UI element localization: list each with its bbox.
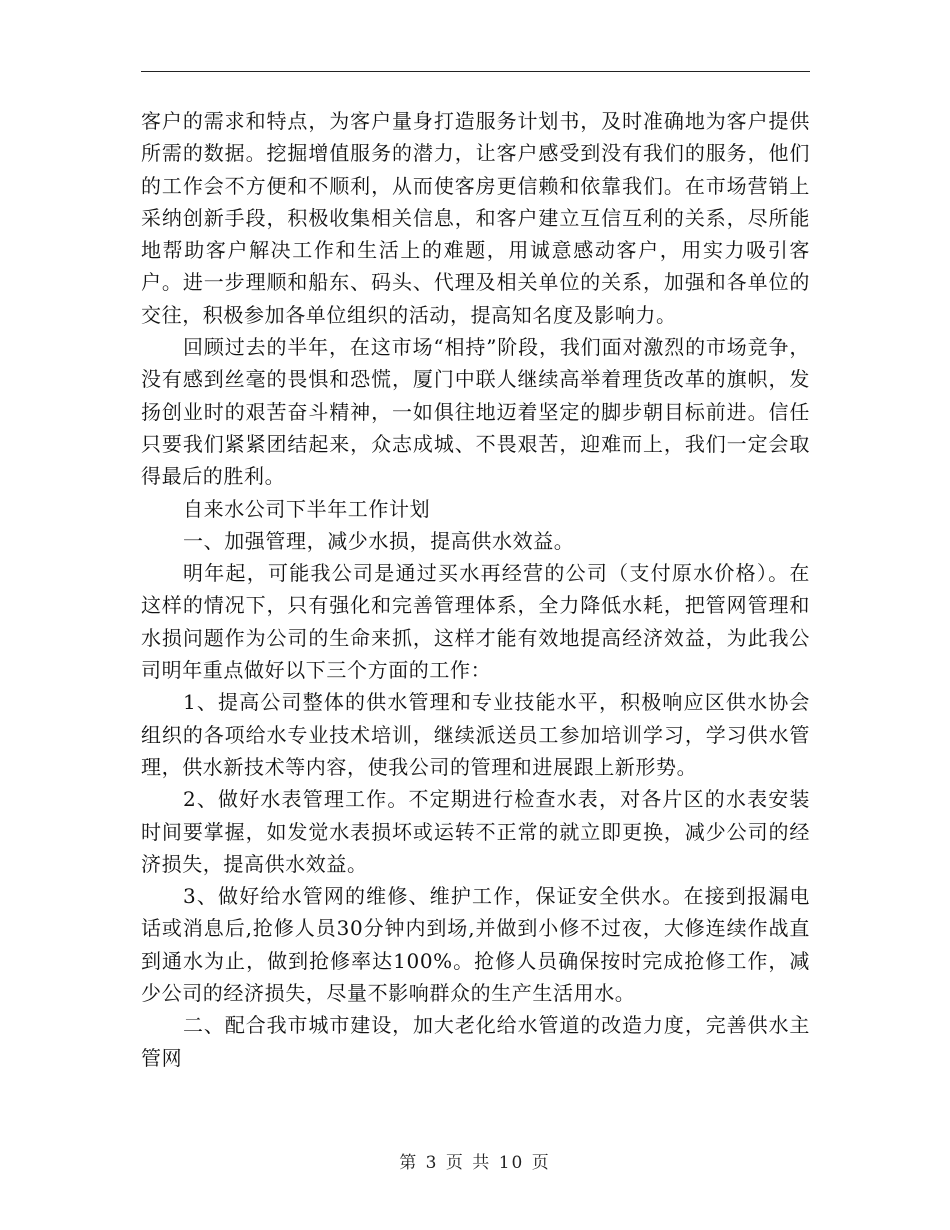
list-item-3: 3、做好给水管网的维修、维护工作，保证安全供水。在接到报漏电话或消息后,抢修人员30分钟内到场,并做到小修不过夜，大修连续作战直到通水为止，做到抢修率达100%。抢修人员确保按时完成抢修工作，减少公司的经济损失，尽量不影响群众的生产生活用水。 (141, 884, 810, 1006)
header-rule (141, 71, 810, 72)
paragraph-customer-service: 客户的需求和特点，为客户量身打造服务计划书，及时准确地为客户提供所需的数据。挖掘增值服务的潜力，让客户感受到没有我们的服务，他们的工作会不方便和不顺利，从而使客房更信赖和依靠我们。在市场营销上采纳创新手段，积极收集相关信息，和客户建立互信互利的关系，尽所能地帮助客户解决工作和生活上的难题，用诚意感动客户，用实力吸引客户。进一步理顺和船东、码头、代理及相关单位的关系，加强和各单位的交往，积极参加各单位组织的活动，提高知名度及影响力。 (141, 109, 810, 327)
document-body (141, 105, 810, 1074)
list-item-1: 1、提高公司整体的供水管理和专业技能水平，积极响应区供水协会组织的各项给水专业技术培训，继续派送员工参加培训学习，学习供水管理，供水新技术等内容，使我公司的管理和进展跟上新形势。 (141, 690, 810, 779)
page-number: 第 3 页 共 10 页 (399, 1153, 551, 1173)
section-title: 自来水公司下半年工作计划 (183, 496, 431, 521)
list-item-2: 2、做好水表管理工作。不定期进行检查水表，对各片区的水表安装时间要掌握，如发觉水表损坏或运转不正常的就立即更换，减少公司的经济损失，提高供水效益。 (141, 787, 810, 876)
paragraph-intro: 明年起，可能我公司是通过买水再经营的公司（支付原水价格）。在这样的情况下，只有强化和完善管理体系，全力降低水耗，把管网管理和水损问题作为公司的生命来抓，这样才能有效地提高经济效益，为此我公司明年重点做好以下三个方面的工作： (141, 561, 810, 683)
section-heading-1: 一、加强管理，减少水损，提高供水效益。 (183, 528, 575, 553)
paragraph-half-year-review: 回顾过去的半年，在这市场“相持”阶段，我们面对激烈的市场竞争，没有感到丝毫的畏惧和恐慌，厦门中联人继续高举着理货改革的旗帜，发扬创业时的艰苦奋斗精神，一如俱往地迈着坚定的脚步朝目标前进。信任只要我们紧紧团结起来，众志成城、不畏艰苦，迎难而上，我们一定会取得最后的胜利。 (141, 335, 810, 489)
section-heading-2: 二、配合我市城市建设，加大老化给水管道的改造力度，完善供水主管网 (141, 1013, 810, 1070)
